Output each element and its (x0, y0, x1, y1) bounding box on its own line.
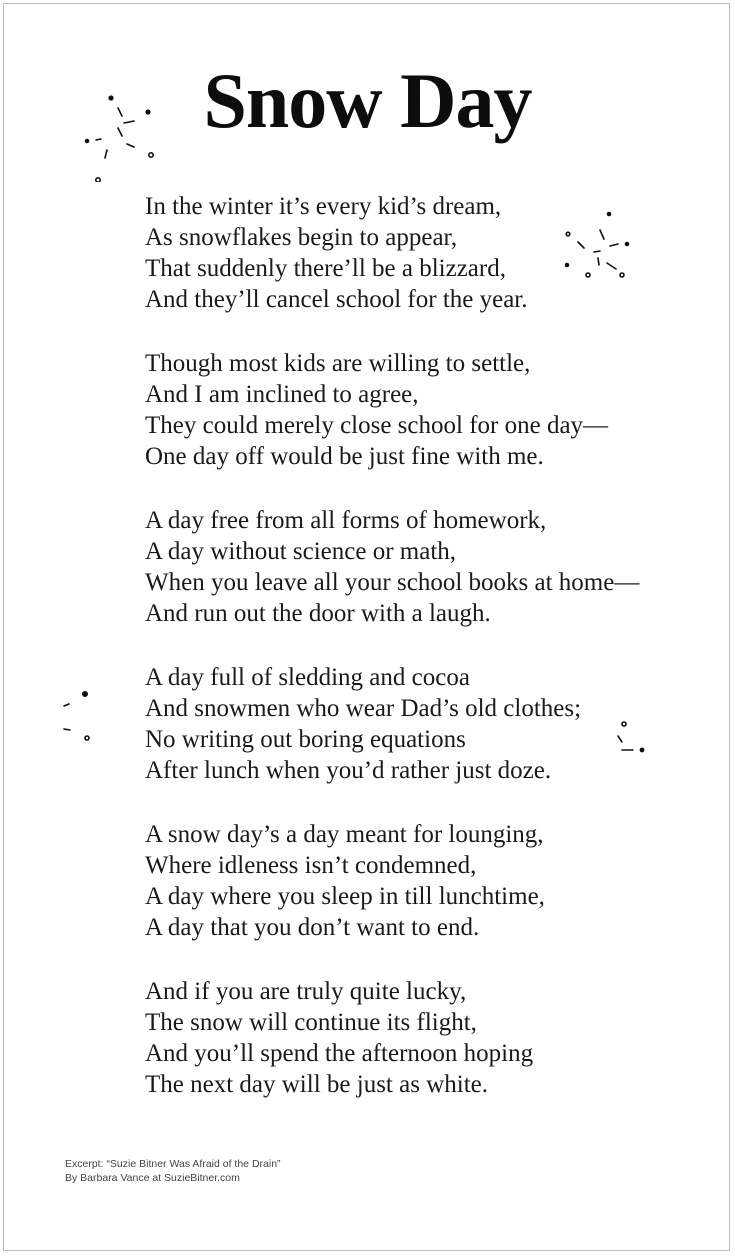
poem-line: And if you are truly quite lucky, (145, 978, 467, 1005)
poem-line: The snow will continue its flight, (145, 1009, 477, 1036)
stanza (145, 819, 705, 943)
poem-line: A day where you sleep in till lunchtime, (145, 883, 545, 910)
poem-line: After lunch when you’d rather just doze. (145, 757, 552, 784)
poem-line: They could merely close school for one day— (145, 412, 609, 439)
poem-line: A snow day’s a day meant for lounging, (145, 821, 544, 848)
poem-line: And run out the door with a laugh. (145, 600, 491, 627)
poem-line: Though most kids are willing to settle, (145, 350, 531, 377)
poem-line: As snowflakes begin to appear, (145, 224, 458, 251)
poem-line: Where idleness isn’t condemned, (145, 852, 477, 879)
poem-line: One day off would be just fine with me. (145, 443, 544, 470)
poem-line: And I am inclined to agree, (145, 381, 419, 408)
stanza (145, 976, 705, 1100)
poem-line: And you’ll spend the afternoon hoping (145, 1040, 534, 1067)
credit-excerpt: Excerpt: “Suzie Bitner Was Afraid of the Drain” (65, 1158, 281, 1170)
snowflake-icon-top-left (78, 92, 168, 182)
stanza (145, 348, 705, 472)
poem-line: And snowmen who wear Dad’s old clothes; (145, 695, 582, 722)
poem-line: A day free from all forms of homework, (145, 507, 547, 534)
stanza (145, 505, 705, 629)
poem-line: A day without science or math, (145, 538, 457, 565)
poem-title: Snow Day (203, 57, 532, 144)
poem-line: That suddenly there’ll be a blizzard, (145, 255, 506, 282)
stanza (145, 191, 705, 315)
credit-author: By Barbara Vance at SuzieBitner.com (65, 1172, 240, 1184)
poem-line: The next day will be just as white. (145, 1071, 488, 1098)
poem-line: A day that you don’t want to end. (145, 914, 480, 941)
poem-line: When you leave all your school books at home— (145, 569, 640, 596)
poem-line: No writing out boring equations (145, 726, 466, 753)
source-credit (65, 1157, 281, 1185)
poem-line: And they’ll cancel school for the year. (145, 286, 528, 313)
snowflake-icon-middle-left (55, 684, 145, 774)
poem-body (145, 191, 705, 1133)
poem-line: In the winter it’s every kid’s dream, (145, 193, 502, 220)
stanza (145, 662, 705, 786)
poem-line: A day full of sledding and cocoa (145, 664, 470, 691)
